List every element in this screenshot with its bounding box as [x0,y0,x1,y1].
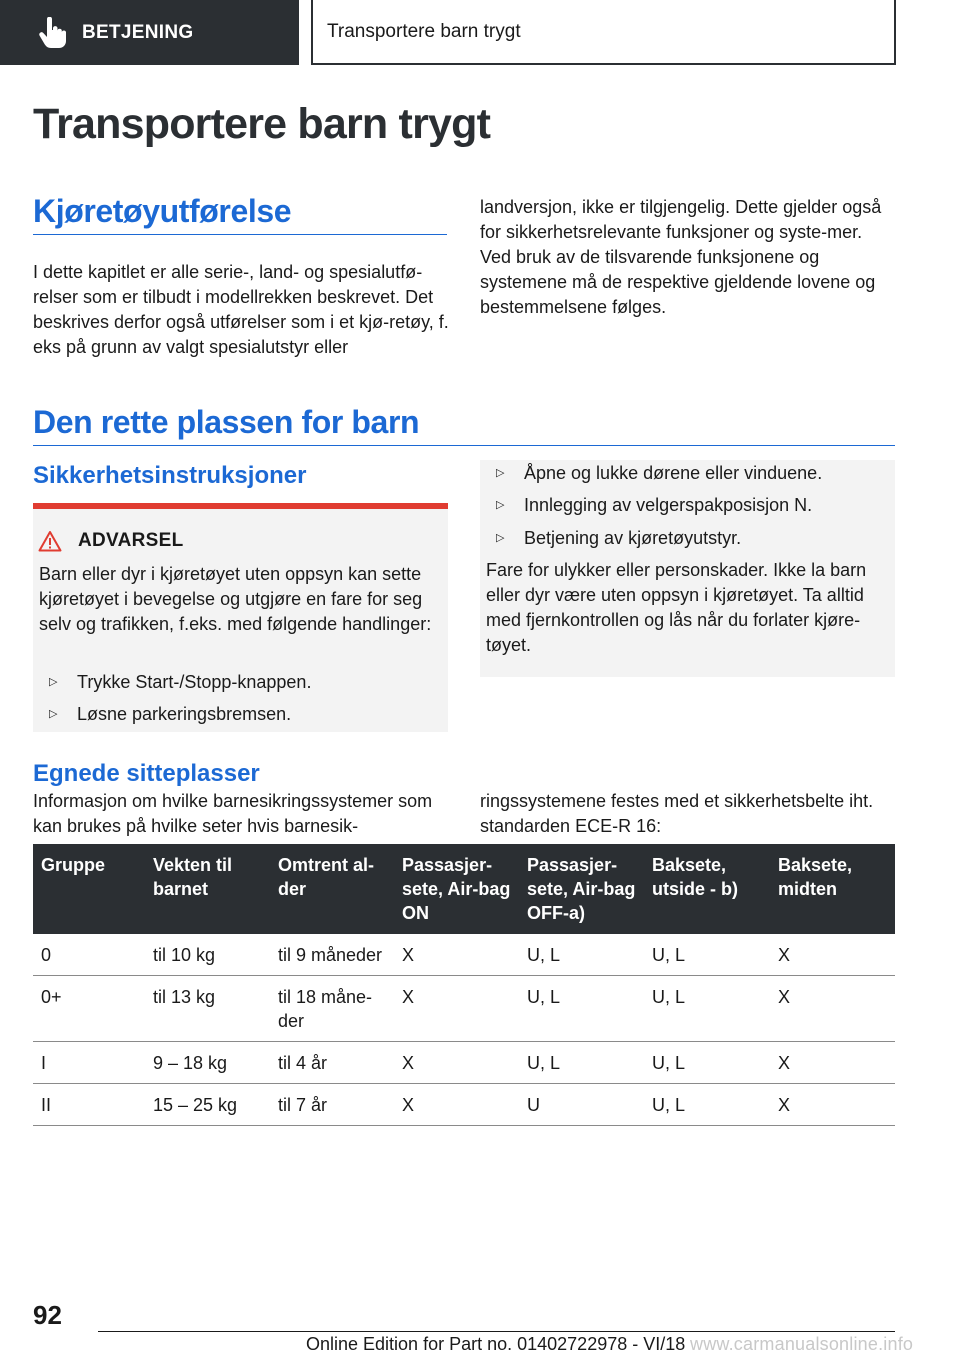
column-header: Vekten til barnet [145,844,270,934]
section-rule [33,234,447,235]
table-row [33,1084,895,1126]
table-cell: til 7 år [270,1084,394,1126]
subheading-suitable-seats: Egnede sitteplasser [33,760,260,787]
warning-conclusion: Fare for ulykker eller personskader. Ikke la barn eller dyr være uten oppsyn i kjøretøyet. Ta alltid med fjernkontrollen og lås når du forlater kjøre-tøyet. [486,560,867,655]
column-header: Passasjer-sete, Air-bag OFF-a) [519,844,644,934]
table-cell: X [394,1084,519,1126]
watermark: www.carmanualsonline.info [690,1334,914,1354]
section-heading-vehicle-version: Kjøretøyutførelse [33,193,292,229]
table-cell: X [394,976,519,1042]
warning-text: Barn eller dyr i kjøretøyet uten oppsyn kan sette kjøretøyet i bevegelse og utgjøre en fare for seg selv og trafikken, f.eks. med følgende handlinger: [39,564,432,634]
table-cell: U, L [644,1084,770,1126]
table-cell: X [770,1042,895,1084]
table-cell: til 10 kg [145,934,270,976]
child-seat-table [33,844,895,1126]
table-cell: U, L [644,934,770,976]
warning-header [38,530,184,552]
table-cell: til 4 år [270,1042,394,1084]
warning-triangle-icon [38,530,62,552]
section-heading-right-place: Den rette plassen for barn [33,404,420,440]
table-row [33,1042,895,1084]
table-cell: til 18 måne-der [270,976,394,1042]
table-cell: 9 – 18 kg [145,1042,270,1084]
paragraph-vehicle-version-right: landversjon, ikke er tilgjengelig. Dette gjelder også for sikkerhetsrelevante funksjoner og syste-mer. Ved bruk av de tilsvarende funksjonene og systemene må de respektive gjeldende lovene og bestemmelsene følges. [480,197,882,317]
list-item: ▷ Løsne parkeringsbremsen. [39,702,291,727]
column-header: Baksete, utside - b) [644,844,770,934]
triangle-bullet-icon: ▷ [49,708,58,720]
header-section-tab [0,0,299,65]
list-item: ▷ Trykke Start-/Stopp-knappen. [39,670,311,695]
table-cell: II [33,1084,145,1126]
subheading-safety: Sikkerhetsinstruksjoner [33,462,307,489]
table-cell: U, L [644,976,770,1042]
table-cell: til 13 kg [145,976,270,1042]
page-title: Transportere barn trygt [33,100,491,148]
table-cell: 0+ [33,976,145,1042]
table-cell: U, L [519,1042,644,1084]
section-rule-wide [33,445,895,446]
column-header: Baksete, midten [770,844,895,934]
triangle-bullet-icon: ▷ [496,467,505,479]
hand-pointer-icon [38,17,66,49]
triangle-bullet-icon: ▷ [496,532,505,544]
table-cell: 15 – 25 kg [145,1084,270,1126]
table-cell: 0 [33,934,145,976]
table-cell: X [394,934,519,976]
column-header: Passasjer-sete, Air-bag ON [394,844,519,934]
table-cell: X [770,976,895,1042]
list-item: ▷ Åpne og lukke dørene eller vinduene. [486,461,822,486]
table-header-row [33,844,895,934]
table-cell: U, L [519,976,644,1042]
column-header: Omtrent al-der [270,844,394,934]
page-number: 92 [33,1300,62,1330]
triangle-bullet-icon: ▷ [496,499,505,511]
paragraph-seats-left: Informasjon om hvilke barnesikringssystemer som kan brukes på hvilke seter hvis barnesik- [33,791,433,836]
table-row [33,934,895,976]
list-item: ▷ Betjening av kjøretøyutstyr. [486,526,741,551]
warning-label: ADVARSEL [78,530,184,551]
header-chapter [311,0,896,65]
paragraph-vehicle-version-left: I dette kapitlet er alle serie-, land- og spesialutfø-relser som er tilbudt i modellrekken beskrevet. Det beskrives derfor også utførelser som i et kjø-retøy, f. eks på grunn av valgt spesialutstyr eller [33,262,449,357]
column-header: Gruppe [33,844,145,934]
warning-bar [33,503,448,509]
table-cell: X [770,934,895,976]
table-cell: I [33,1042,145,1084]
table-cell: X [394,1042,519,1084]
table-cell: X [770,1084,895,1126]
table-cell: til 9 måneder [270,934,394,976]
table-cell: U, L [519,934,644,976]
table-cell: U [519,1084,644,1126]
footer-edition: Online Edition for Part no. 01402722978 - VI/18 [306,1334,686,1354]
table-row [33,976,895,1042]
footer-rule [98,1331,895,1332]
table-cell: U, L [644,1042,770,1084]
header-section-label: BETJENING [82,21,194,43]
triangle-bullet-icon: ▷ [49,676,58,688]
list-item: ▷ Innlegging av velgerspakposisjon N. [486,493,812,518]
header-chapter-title: Transportere barn trygt [327,20,521,42]
paragraph-seats-right: ringssystemene festes med et sikkerhetsbelte iht. standarden ECE-R 16: [480,791,874,836]
